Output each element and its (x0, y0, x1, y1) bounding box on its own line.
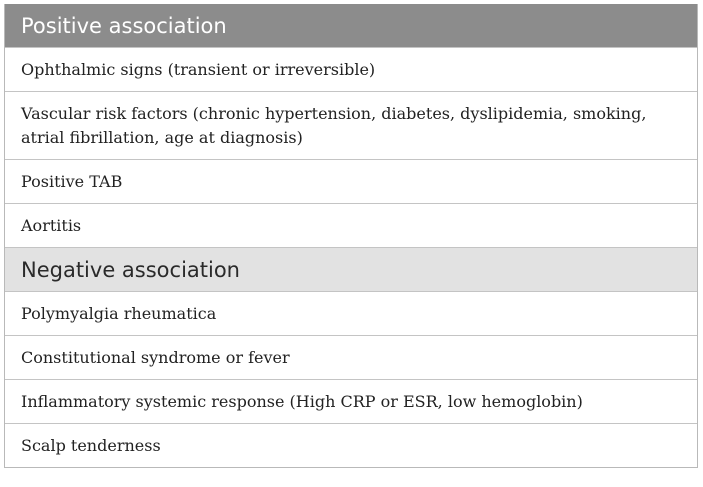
positive-item-vascular-risk-factors: Vascular risk factors (chronic hypertension, diabetes, dyslipidemia, smoking, atrial fibrillation, age at diagnosis) (5, 91, 697, 159)
negative-item-constitutional-syndrome: Constitutional syndrome or fever (5, 335, 697, 379)
positive-item-aortitis: Aortitis (5, 203, 697, 247)
negative-item-inflammatory-response: Inflammatory systemic response (High CRP or ESR, low hemoglobin) (5, 379, 697, 423)
negative-item-scalp-tenderness: Scalp tenderness (5, 423, 697, 467)
positive-item-positive-tab: Positive TAB (5, 159, 697, 203)
positive-association-header: Positive association (5, 4, 697, 47)
negative-association-header: Negative association (5, 247, 697, 291)
association-table (4, 4, 698, 468)
positive-item-ophthalmic-signs: Ophthalmic signs (transient or irreversible) (5, 47, 697, 91)
negative-item-polymyalgia-rheumatica: Polymyalgia rheumatica (5, 291, 697, 335)
